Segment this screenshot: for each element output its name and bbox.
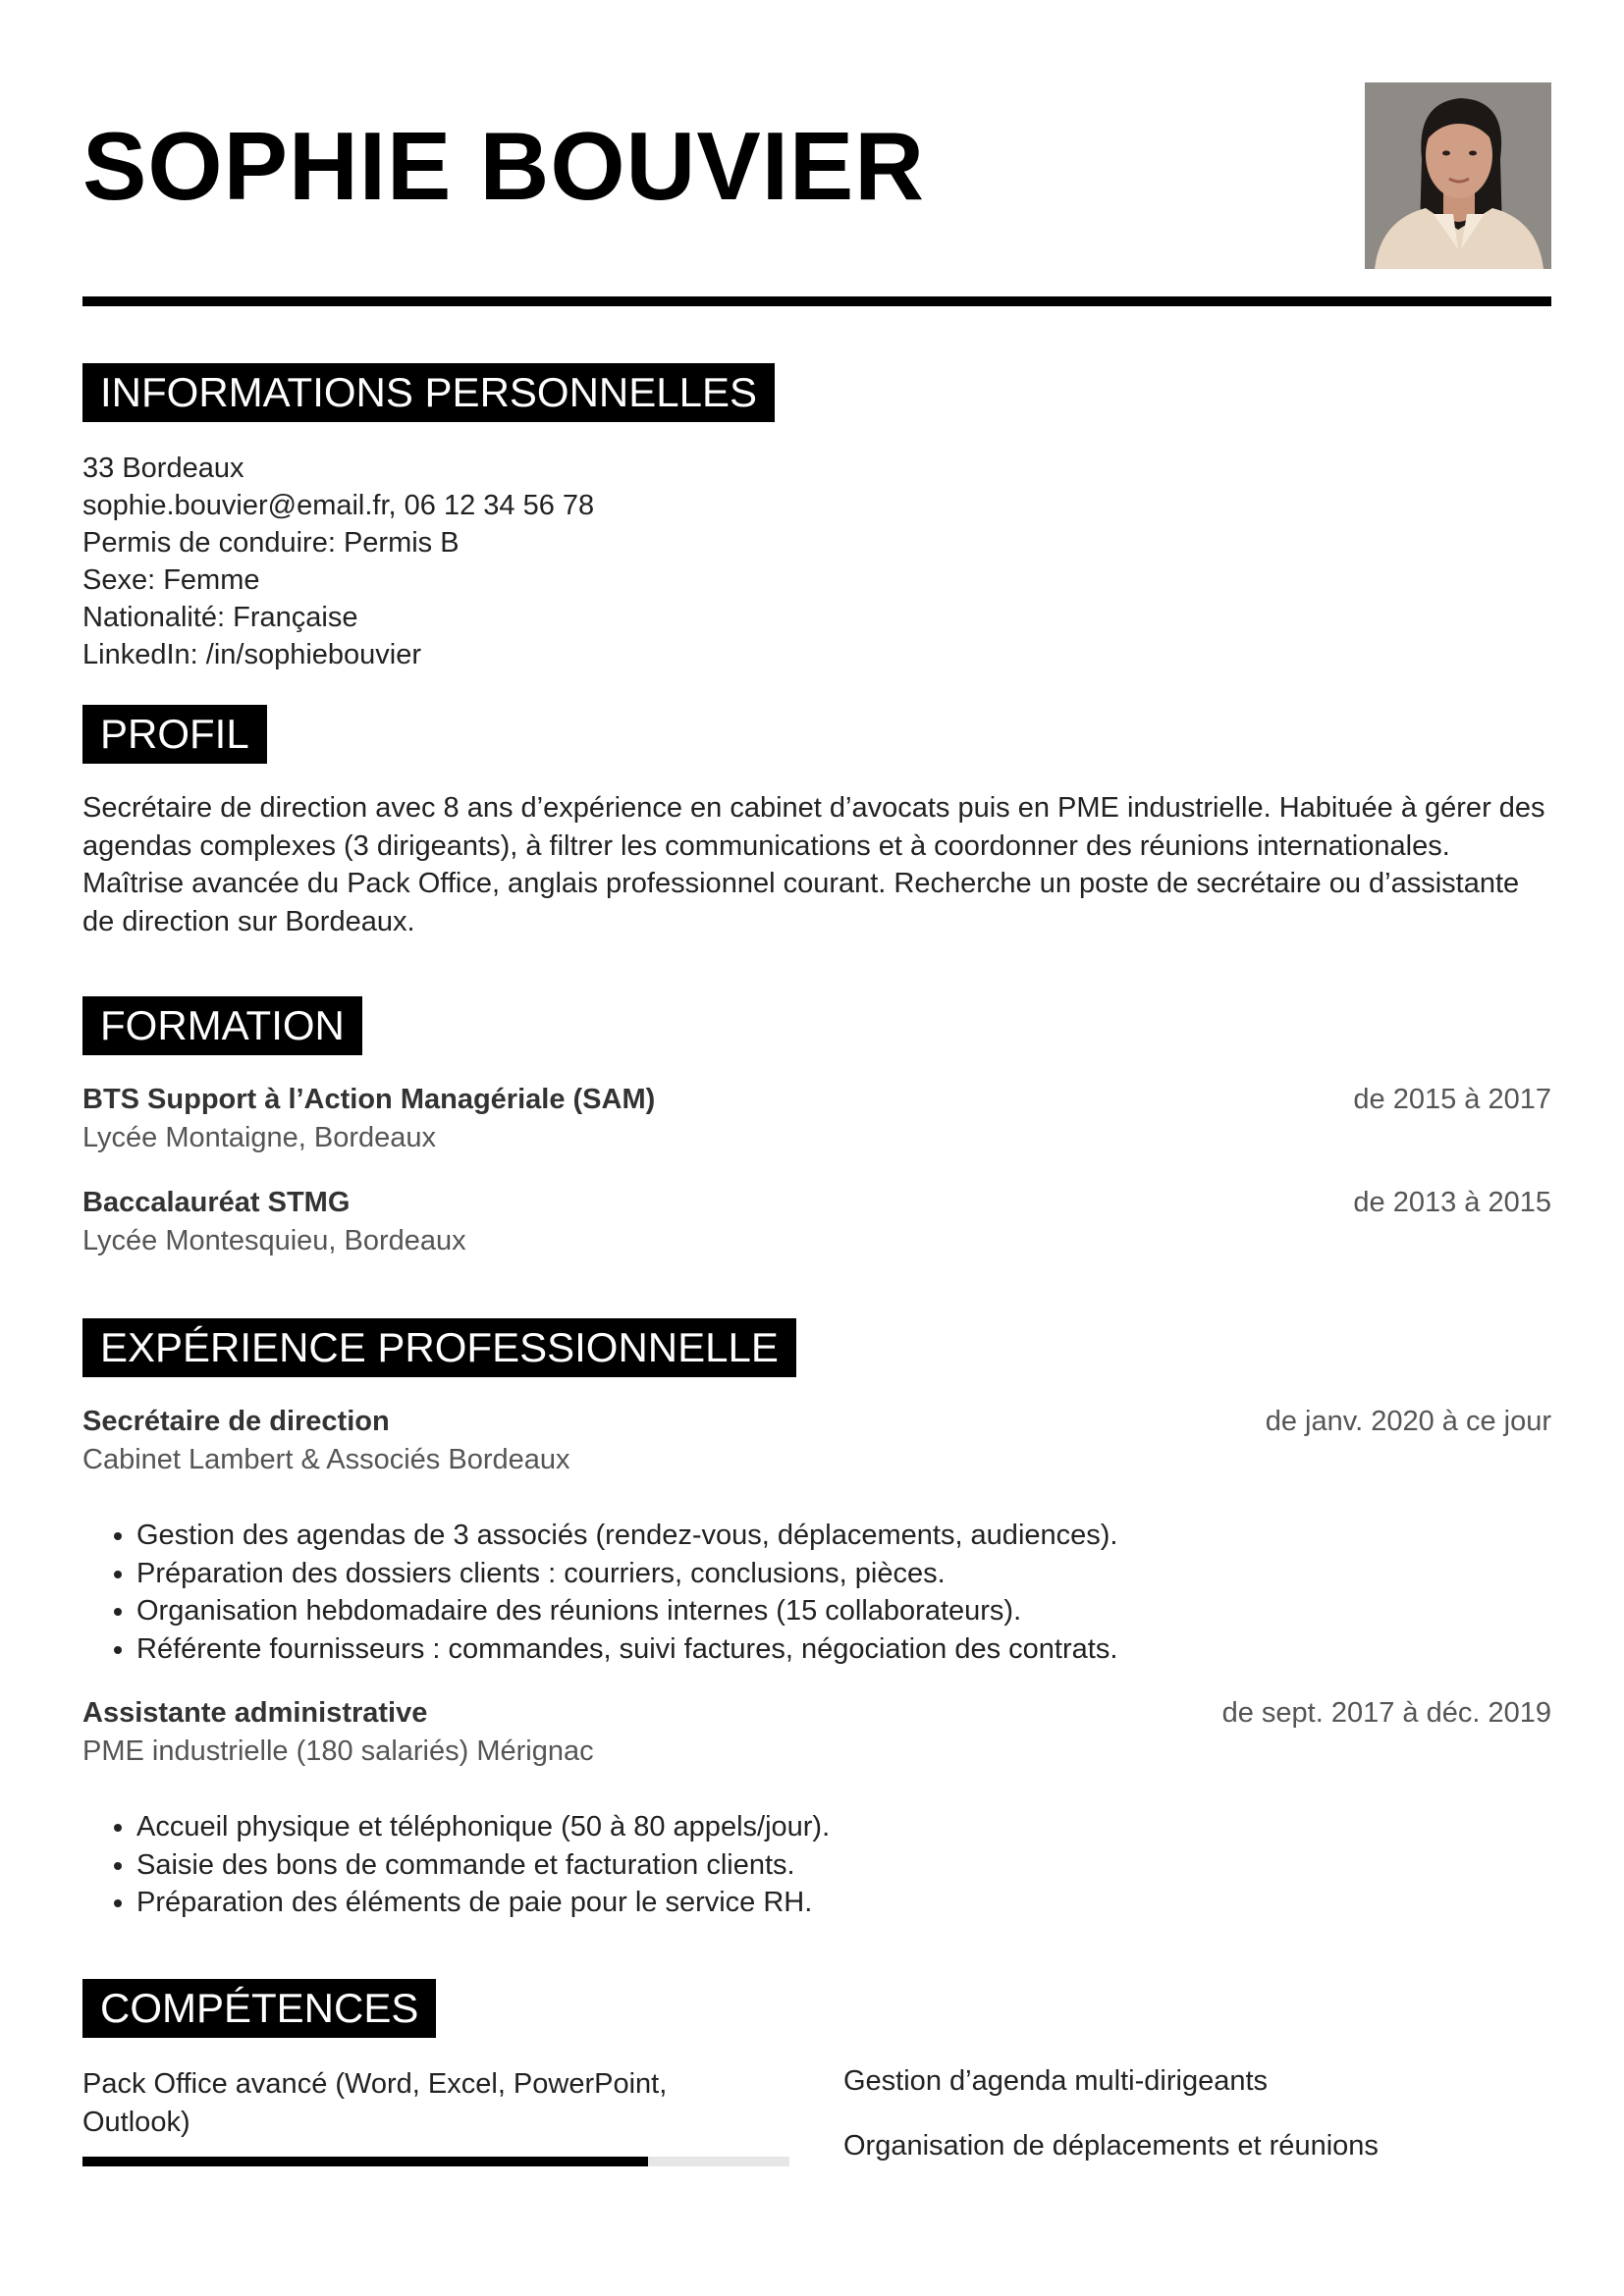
job-dates: de janv. 2020 à ce jour <box>1265 1406 1551 1437</box>
job-company: Cabinet Lambert & Associés Bordeaux <box>82 1444 570 1475</box>
gender-line: Sexe: Femme <box>82 564 260 596</box>
section-title-personal: INFORMATIONS PERSONNELLES <box>82 363 775 422</box>
profile-photo <box>1365 82 1551 269</box>
skill-level-fill <box>82 2157 648 2166</box>
skill-item: Organisation de déplacements et réunions <box>843 2130 1379 2162</box>
personal-info <box>82 450 594 673</box>
job-dates: de sept. 2017 à déc. 2019 <box>1221 1697 1551 1729</box>
candidate-name: SOPHIE BOUVIER <box>82 112 926 220</box>
skill-item: Pack Office avancé (Word, Excel, PowerPoint, Outlook) <box>82 2068 668 2138</box>
list-item: • Préparation des éléments de paie pour le service RH. <box>136 1884 830 1922</box>
education-school: Lycée Montaigne, Bordeaux <box>82 1122 437 1153</box>
list-item: • Préparation des dossiers clients : courriers, conclusions, pièces. <box>136 1555 1117 1593</box>
nationality-line: Nationalité: Française <box>82 602 358 633</box>
job-title: Secrétaire de direction <box>82 1406 390 1437</box>
list-item: • Gestion des agendas de 3 associés (rendez-vous, déplacements, audiences). <box>136 1517 1117 1555</box>
education-degree: Baccalauréat STMG <box>82 1187 351 1218</box>
skill-item: Gestion d’agenda multi-dirigeants <box>843 2065 1269 2097</box>
education-dates: de 2013 à 2015 <box>1353 1187 1551 1218</box>
header-divider <box>82 296 1551 306</box>
list-item: • Référente fournisseurs : commandes, suivi factures, négociation des contrats. <box>136 1630 1117 1669</box>
linkedin-line: LinkedIn: /in/sophiebouvier <box>82 639 422 670</box>
education-degree: BTS Support à l’Action Managériale (SAM) <box>82 1084 656 1115</box>
job-company: PME industrielle (180 salariés) Mérignac <box>82 1735 594 1767</box>
license-line: Permis de conduire: Permis B <box>82 527 460 559</box>
section-title-skills: COMPÉTENCES <box>82 1979 436 2038</box>
profile-summary: Secrétaire de direction avec 8 ans d’expérience en cabinet d’avocats puis en PME industrielle. Habituée à gérer des agendas complexes (3 dirigeants), à filtrer les communications et à coordonner des réunions internationales. Maîtrise avancée du Pack Office, anglais professionnel courant. Recherche un poste de secrétaire ou d’assistante de direction sur Bordeaux. <box>82 792 1545 937</box>
job-tasks <box>82 1808 830 1922</box>
address-line: 33 Bordeaux <box>82 453 244 484</box>
skill-level-bar <box>82 2157 789 2166</box>
job-title: Assistante administrative <box>82 1697 428 1729</box>
section-title-experience: EXPÉRIENCE PROFESSIONNELLE <box>82 1318 796 1377</box>
education-school: Lycée Montesquieu, Bordeaux <box>82 1225 466 1256</box>
job-tasks <box>82 1517 1117 1668</box>
list-item: • Saisie des bons de commande et facturation clients. <box>136 1846 830 1885</box>
section-title-education: FORMATION <box>82 996 362 1055</box>
contact-line: sophie.bouvier@email.fr, 06 12 34 56 78 <box>82 490 595 521</box>
list-item: • Accueil physique et téléphonique (50 à 80 appels/jour). <box>136 1808 830 1846</box>
list-item: • Organisation hebdomadaire des réunions internes (15 collaborateurs). <box>136 1592 1117 1630</box>
portrait-image <box>1365 82 1551 269</box>
education-dates: de 2015 à 2017 <box>1353 1084 1551 1115</box>
section-title-profile: PROFIL <box>82 705 267 764</box>
